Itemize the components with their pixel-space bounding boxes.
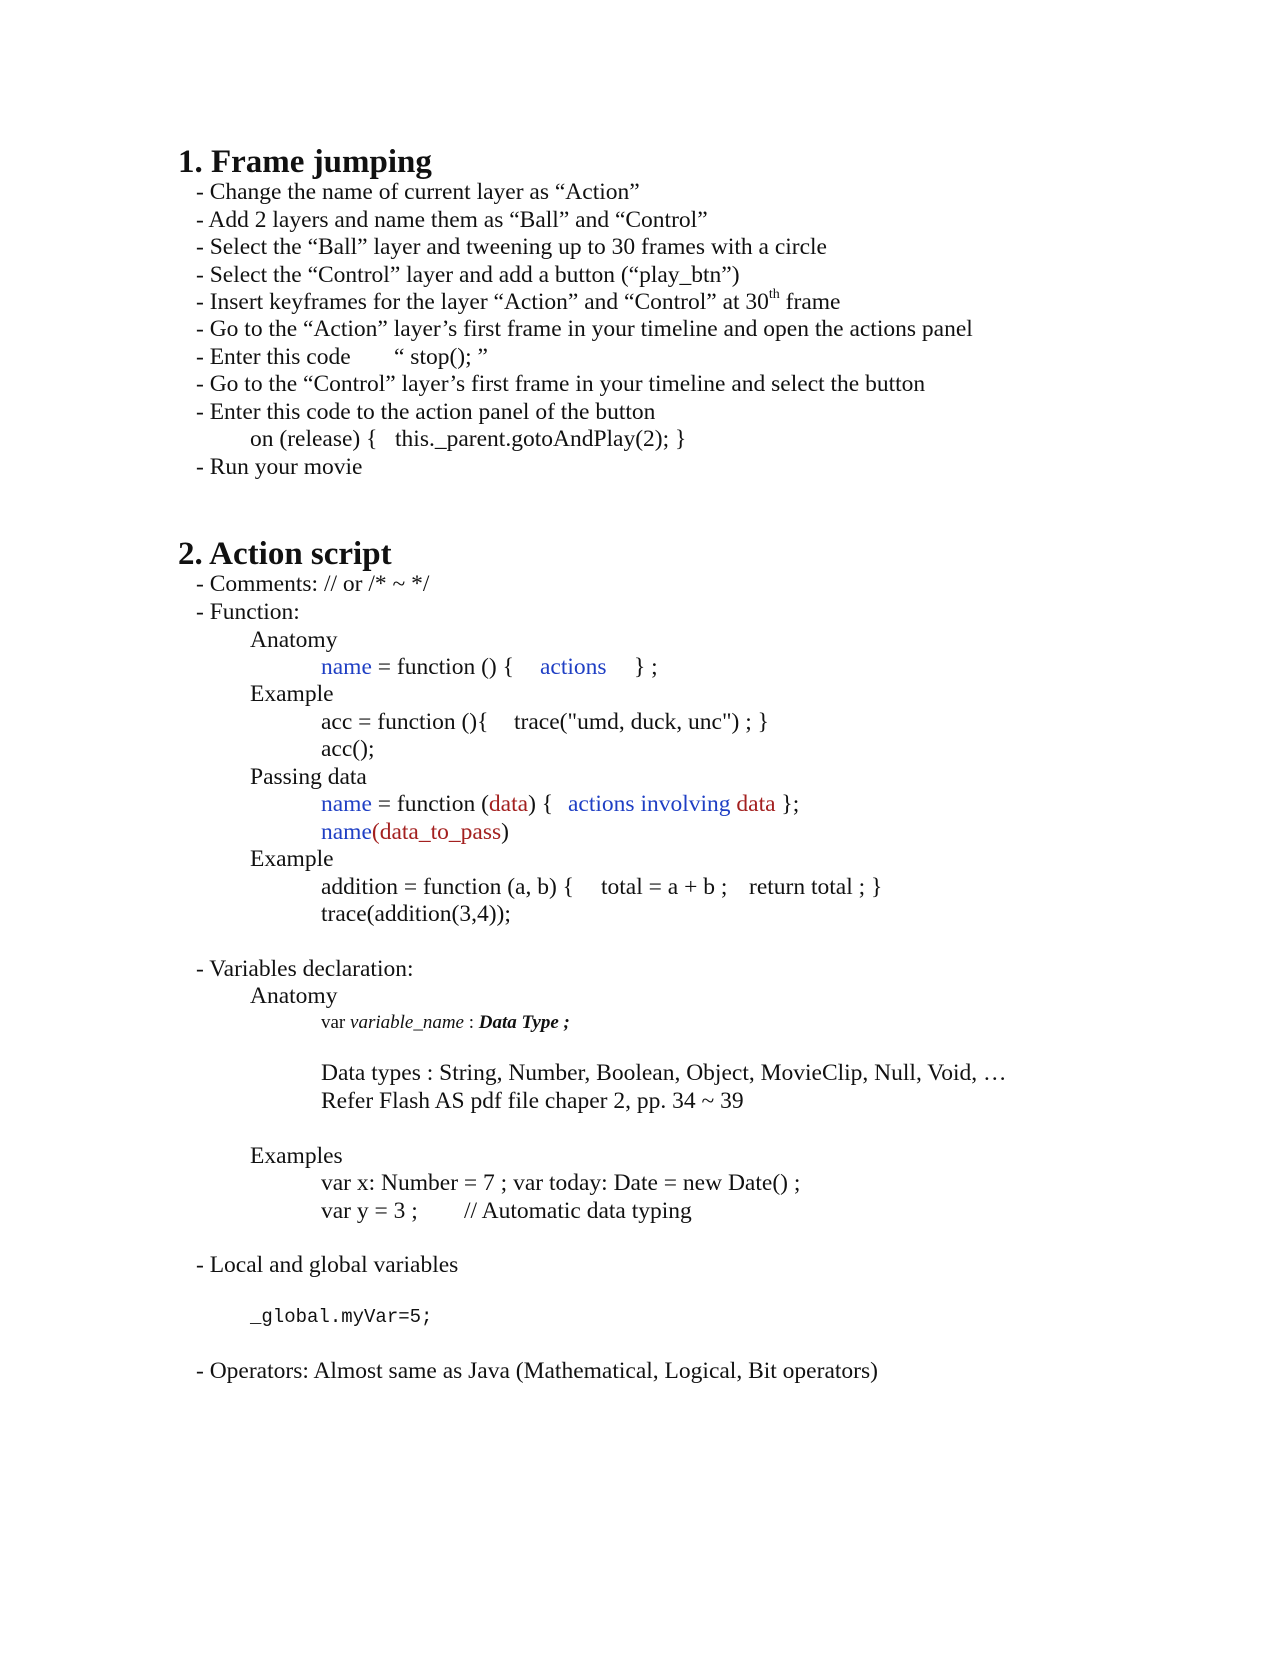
- bullet-select-ball: - Select the “Ball” layer and tweening up to 30 frames with a circle: [196, 234, 827, 260]
- var-example-1: var x: Number = 7 ; var today: Date = new Date() ;: [321, 1170, 801, 1196]
- pd-data-param: data: [488, 791, 529, 817]
- example-acc-body: trace("umd, duck, unc") ; }: [514, 709, 769, 735]
- example-label: Example: [250, 681, 334, 707]
- var-name: variable_name: [350, 1012, 464, 1033]
- var-anatomy-line: [321, 1013, 570, 1032]
- pd2-open: (: [371, 819, 380, 845]
- var-type: Data Type ;: [478, 1012, 570, 1033]
- pd-open-brace: ) {: [528, 791, 554, 817]
- var-keyword: var: [321, 1012, 351, 1033]
- keyframes-text: - Insert keyframes for the layer “Action” and “Control” at 30: [196, 289, 769, 315]
- pd2-arg: data_to_pass: [379, 819, 502, 845]
- anatomy2-label: Anatomy: [250, 983, 338, 1009]
- ordinal-suffix: th: [768, 287, 780, 302]
- addition-trace: trace(addition(3,4));: [321, 901, 511, 927]
- stop-code: “ stop(); ”: [394, 344, 488, 370]
- example-acc-call: acc();: [321, 736, 375, 762]
- function-keyword: = function () {: [371, 654, 514, 680]
- data-types-list: Data types : String, Number, Boolean, Object, MovieClip, Null, Void, …: [321, 1060, 1007, 1086]
- bullet-go-control-layer: - Go to the “Control” layer’s first frame in your timeline and select the button: [196, 371, 926, 397]
- bullet-function: - Function:: [196, 599, 300, 625]
- addition-total: total = a + b ;: [601, 874, 728, 900]
- example-acc-def: acc = function (){: [321, 709, 489, 735]
- anatomy-function-line: [321, 656, 514, 680]
- anatomy-label: Anatomy: [250, 627, 338, 653]
- function-name: name: [321, 654, 372, 680]
- bullet-comments: - Comments: // or /* ~ */: [196, 571, 430, 597]
- section-1-heading: 1. Frame jumping: [178, 144, 432, 180]
- function-close: } ;: [634, 654, 658, 680]
- bullet-operators: - Operators: Almost same as Java (Mathematical, Logical, Bit operators): [196, 1358, 878, 1384]
- function-actions: actions: [540, 654, 607, 680]
- addition-return: return total ; }: [749, 874, 883, 900]
- passing-data-def: [321, 793, 553, 817]
- var-example-2: var y = 3 ;: [321, 1198, 418, 1224]
- pd-name: name: [321, 791, 372, 817]
- pd2-close: ): [501, 819, 509, 845]
- pd-actions: actions involving: [568, 791, 731, 817]
- passing-data-label: Passing data: [250, 764, 367, 790]
- var-example-2-comment: // Automatic data typing: [464, 1198, 692, 1224]
- bullet-run-movie: - Run your movie: [196, 454, 363, 480]
- pd2-name: name: [321, 819, 372, 845]
- passing-data-call: [321, 821, 509, 845]
- section-2-heading: 2. Action script: [178, 536, 392, 572]
- bullet-local-global: - Local and global variables: [196, 1252, 459, 1278]
- var-colon: :: [464, 1012, 479, 1033]
- addition-def: addition = function (a, b) {: [321, 874, 574, 900]
- global-var-code: _global.myVar=5;: [250, 1306, 433, 1328]
- pd-fn: = function (: [371, 791, 489, 817]
- bullet-enter-code-button: - Enter this code to the action panel of the button: [196, 399, 656, 425]
- bullet-select-control: - Select the “Control” layer and add a button (“play_btn”): [196, 262, 740, 288]
- release-code: on (release) { this._parent.gotoAndPlay(2); }: [250, 426, 687, 452]
- pd-data-ref: data: [736, 791, 776, 817]
- bullet-enter-code-label: - Enter this code: [196, 344, 351, 370]
- bullet-go-action-layer: - Go to the “Action” layer’s first frame in your timeline and open the actions panel: [196, 316, 973, 342]
- refer-pdf: Refer Flash AS pdf file chaper 2, pp. 34 ~ 39: [321, 1088, 744, 1114]
- bullet-add-layers: - Add 2 layers and name them as “Ball” and “Control”: [196, 207, 708, 233]
- pd-end: };: [781, 791, 800, 817]
- passing-data-body: [568, 793, 799, 817]
- keyframes-text-end: frame: [779, 289, 841, 315]
- bullet-rename-layer: - Change the name of current layer as “Action”: [196, 179, 640, 205]
- examples-label: Examples: [250, 1143, 343, 1169]
- bullet-variables: - Variables declaration:: [196, 956, 414, 982]
- example2-label: Example: [250, 846, 334, 872]
- bullet-insert-keyframes: [196, 287, 841, 315]
